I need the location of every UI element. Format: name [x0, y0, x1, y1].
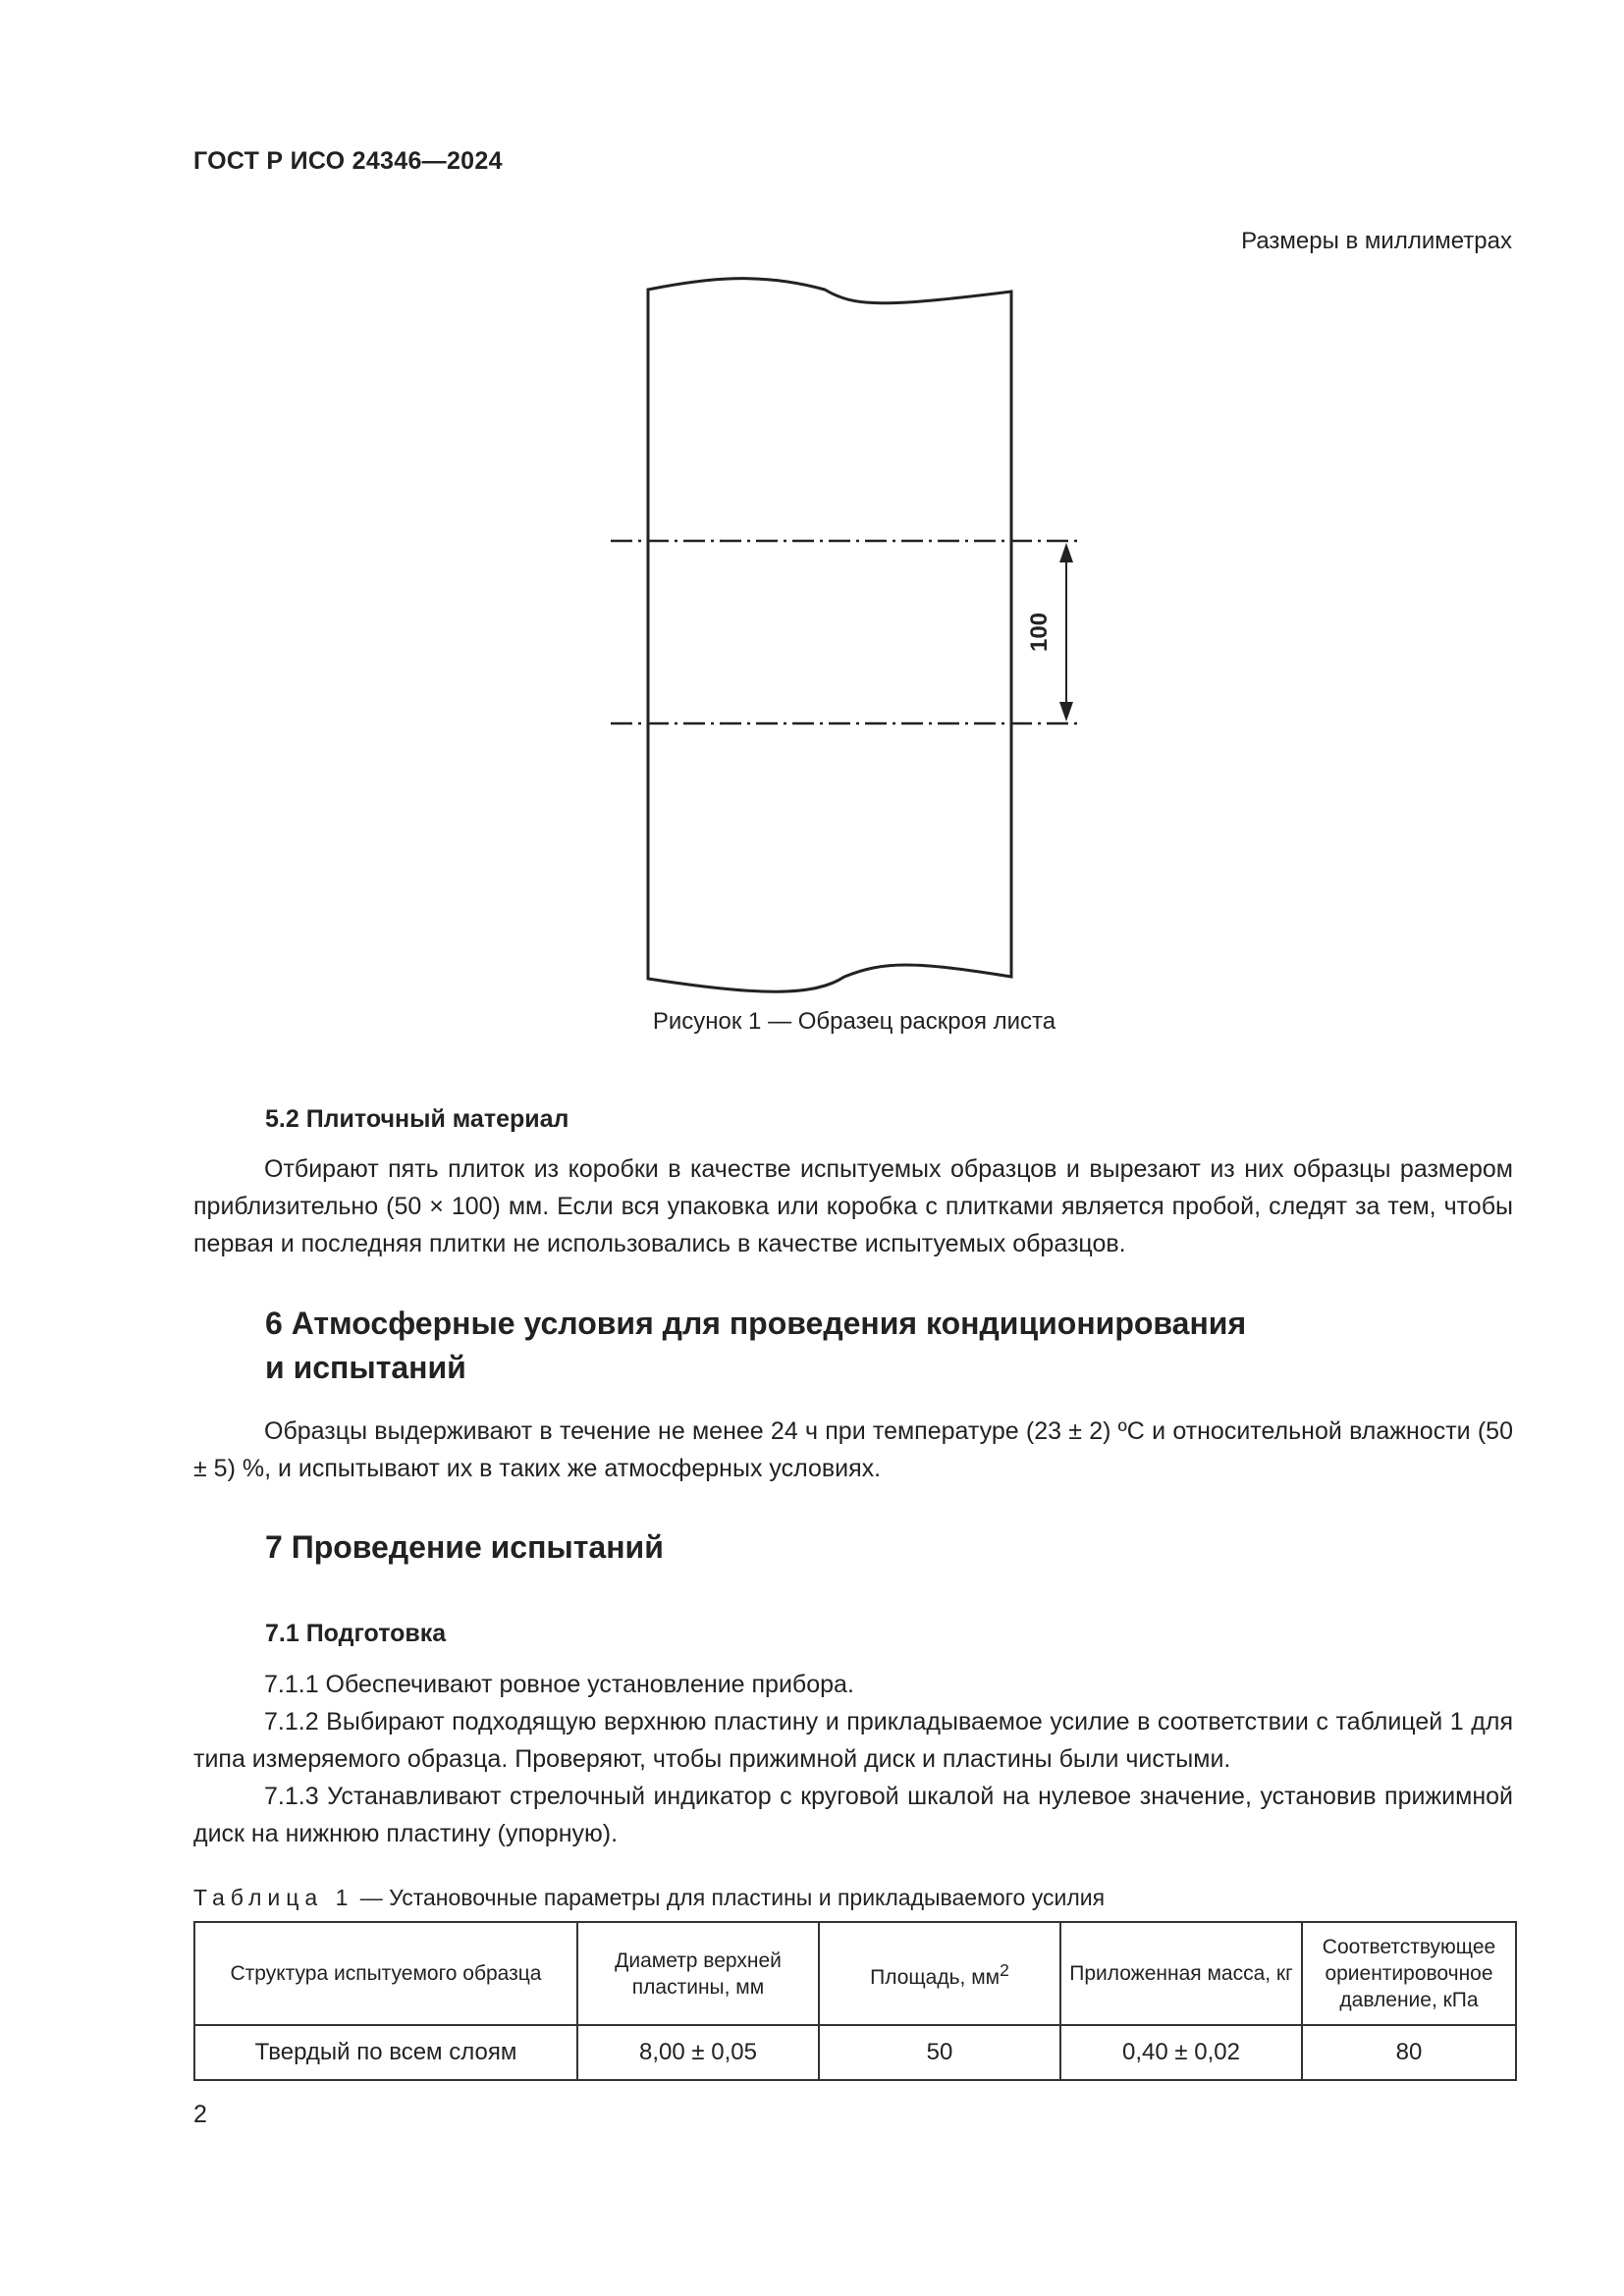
- dimension-arrow-top: [1059, 543, 1073, 562]
- document-header: ГОСТ Р ИСО 24346—2024: [193, 147, 503, 175]
- figure-caption: Рисунок 1 — Образец раскроя листа: [652, 1008, 1056, 1035]
- specimen-outline: [648, 279, 1011, 992]
- column-header: Диаметр верхней пластины, мм: [577, 1922, 819, 2025]
- paragraph-7-1-2: 7.1.2 Выбирают подходящую верхнюю пластину и прикладываемое усилие в соответствии с таблицей 1 для типа измеряемого образца. Проверяют, чтобы прижимной диск и пластины были чистыми.: [193, 1708, 1513, 1773]
- section-7-heading: 7 Проведение испытаний: [265, 1529, 664, 1565]
- column-header: Соответствующее ориентировочное давление, кПа: [1302, 1922, 1516, 2025]
- section-6-text: Образцы выдерживают в течение не менее 24 ч при температуре (23 ± 2) ºС и относительной влажности (50 ± 5) %, и испытывают их в таких же атмосферных условиях.: [193, 1417, 1513, 1482]
- page-number: 2: [193, 2101, 207, 2128]
- column-header: Структура испытуемого образца: [194, 1922, 577, 2025]
- table-cell: 0,40 ± 0,02: [1060, 2025, 1302, 2080]
- table-caption-label: Таблица 1: [193, 1885, 354, 1910]
- dimension-arrow-bottom: [1059, 702, 1073, 721]
- section-7-1-heading: 7.1 Подготовка: [265, 1620, 447, 1647]
- table-cell: Твердый по всем слоям: [194, 2025, 577, 2080]
- table-cell: 50: [819, 2025, 1060, 2080]
- paragraph-7-1-3: 7.1.3 Устанавливают стрелочный индикатор с круговой шкалой на нулевое значение, установив прижимной диск на нижнюю пластину (упорную).: [193, 1783, 1513, 1847]
- section-5-2-heading: 5.2 Плиточный материал: [265, 1105, 569, 1133]
- dimension-label: 100: [1026, 612, 1053, 653]
- table-cell: 8,00 ± 0,05: [577, 2025, 819, 2080]
- section-6-heading-line2: и испытаний: [265, 1350, 466, 1385]
- units-note: Размеры в миллиметрах: [1241, 228, 1512, 254]
- column-header: Приложенная масса, кг: [1060, 1922, 1302, 2025]
- section-5-2-text: Отбирают пять плиток из коробки в качестве испытуемых образцов и вырезают из них образцы размером приблизительно (50 × 100) мм. Если вся упаковка или коробка с плитками является пробой, следят за тем, чтобы первая и последняя плитки не использовались в качестве испытуемых образцов.: [193, 1155, 1513, 1257]
- parameters-table: [193, 1921, 1517, 2081]
- table-caption: [193, 1885, 1105, 1911]
- area-header-text: Площадь, мм: [870, 1965, 1001, 1989]
- table-cell: 80: [1302, 2025, 1516, 2080]
- figure-sheet-cut-diagram: [589, 270, 1139, 996]
- area-header-superscript: 2: [1000, 1959, 1009, 1980]
- table-header-row: [194, 1922, 1516, 2025]
- table-row: [194, 2025, 1516, 2080]
- paragraph-7-1-1: 7.1.1 Обеспечивают ровное установление прибора.: [264, 1671, 854, 1698]
- section-6-heading-line1: 6 Атмосферные условия для проведения кондиционирования: [265, 1306, 1247, 1341]
- column-header: [819, 1922, 1060, 2025]
- table-caption-text: — Установочные параметры для пластины и прикладываемого усилия: [353, 1885, 1106, 1910]
